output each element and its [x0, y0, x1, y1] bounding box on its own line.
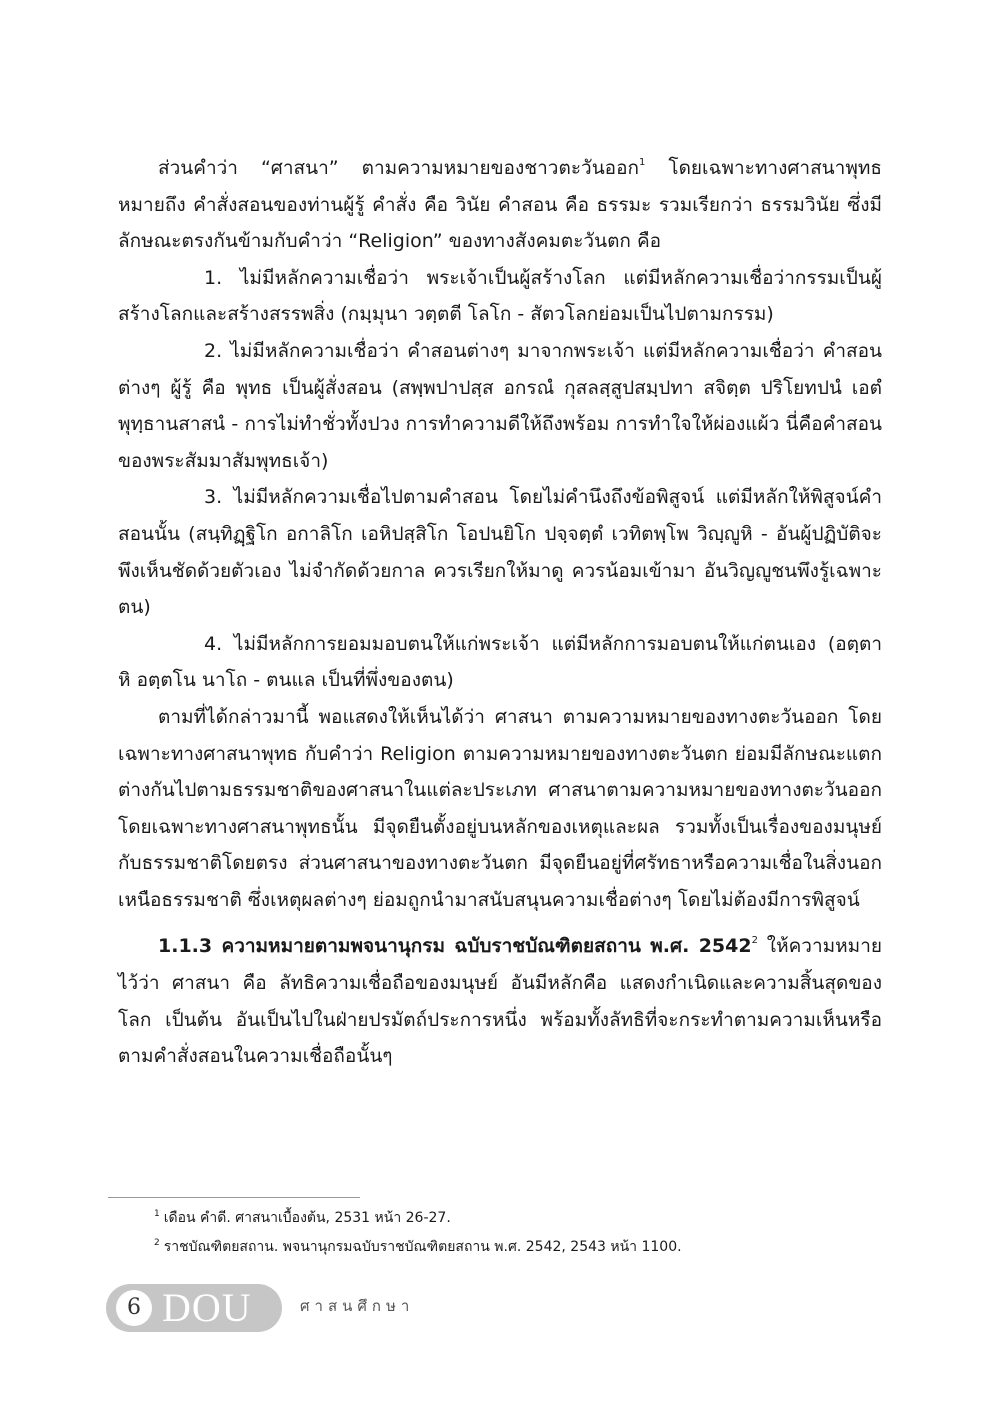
running-title: ศาสนศึกษา	[300, 1297, 415, 1315]
footnote-text: ราชบัณฑิตยสถาน. พจนานุกรมฉบับราชบัณฑิตยสถาน พ.ศ. 2542, 2543 หน้า 1100.	[163, 1239, 682, 1255]
page-badge	[106, 1284, 282, 1332]
section-heading: 1.1.3 ความหมายตามพจนานุกรม ฉบับราชบัณฑิตยสถาน พ.ศ. 2542	[158, 935, 752, 958]
paragraph-text: ให้ความหมาย ไว้ว่า ศาสนา คือ ลัทธิความเชื่อถือของมนุษย์ อันมีหลักคือ แสดงกำเนิดและความสิ้นสุดของโลก เป็นต้น อันเป็นไปในฝ่ายปรมัตถ์ประการหนึ่ง พร้อมทั้งลัทธิที่จะกระทำตามความเห็นหรือตามคำสั่งสอนในความเชื่อถือนั้นๆ	[118, 935, 883, 1068]
footnote-text: เดือน คำดี. ศาสนาเบื้องต้น, 2531 หน้า 26-27.	[163, 1210, 451, 1226]
footnote-divider	[108, 1197, 360, 1198]
footnote-1	[154, 1204, 854, 1233]
list-item-2: 2. ไม่มีหลักความเชื่อว่า คำสอนต่างๆ มาจากพระเจ้า แต่มีหลักความเชื่อว่า คำสอนต่างๆ ผู้รู้ คือ พุทธ เป็นผู้สั่งสอน (สพฺพปาปสฺส อกรณํ กุสลสฺสูปสมฺปทา สจิตฺต ปริโยทปนํ เอตํ พุทฺธานสาสนํ - การไม่ทำชั่วทั้งปวง การทำความดีให้ถึงพร้อม การทำใจให้ผ่องแผ้ว นี่คือคำสอนของพระสัมมาสัมพุทธเจ้า)	[118, 339, 882, 472]
footnote-number: 2	[154, 1238, 160, 1248]
page-number: 6	[116, 1290, 152, 1326]
list-item-3: 3. ไม่มีหลักความเชื่อไปตามคำสอน โดยไม่คำนึงถึงข้อพิสูจน์ แต่มีหลักให้พิสูจน์คำสอนนั้น (สนฺทิฏฺฐิโก อกาลิโก เอหิปสฺสิโก โอปนยิโก ปจฺจตฺตํ เวทิตพฺโพ วิญฺญูหิ - อันผู้ปฏิบัติจะพึงเห็นชัดด้วยตัวเอง ไม่จำกัดด้วยกาล ควรเรียกให้มาดู ควรน้อมเข้ามา อันวิญญูชนพึงรู้เฉพาะตน)	[118, 486, 882, 619]
paragraph-text: ส่วนคำว่า “ศาสนา” ตามความหมายของชาวตะวันออก	[158, 157, 640, 179]
list-item-1: 1. ไม่มีหลักความเชื่อว่า พระเจ้าเป็นผู้สร้างโลก แต่มีหลักความเชื่อว่ากรรมเป็นผู้สร้างโลกและสร้างสรรพสิ่ง (กมฺมุนา วตฺตตี โลโก - สัตวโลกย่อมเป็นไปตามกรรม)	[118, 266, 882, 326]
footnote-2	[154, 1233, 854, 1262]
footnote-number: 1	[154, 1209, 160, 1219]
paragraph-religion-east	[118, 150, 882, 260]
list-item-4: 4. ไม่มีหลักการยอมมอบตนให้แก่พระเจ้า แต่มีหลักการมอบตนให้แก่ตนเอง (อตฺตา หิ อตฺตโน นาโถ - ตนแล เป็นที่พึ่งของตน)	[118, 632, 882, 692]
paragraph-comparison: ตามที่ได้กล่าวมานี้ พอแสดงให้เห็นได้ว่า ศาสนา ตามความหมายของทางตะวันออก โดยเฉพาะทางศาสนาพุทธ กับคำว่า Religion ตามความหมายของทางตะวันตก ย่อมมีลักษณะแตกต่างกันไปตามธรรมชาติของศาสนาในแต่ละประเภท ศาสนาตามความหมายของทางตะวันออก โดยเฉพาะทางศาสนาพุทธนั้น มีจุดยืนตั้งอยู่บนหลักของเหตุและผล รวมทั้งเป็นเรื่องของมนุษย์กับธรรมชาติโดยตรง ส่วนศาสนาของทางตะวันตก มีจุดยืนอยู่ที่ศรัทธาหรือความเชื่อในสิ่งนอกเหนือธรรมชาติ ซึ่งเหตุผลต่างๆ ย่อมถูกนำมาสนับสนุนความเชื่อต่างๆ โดยไม่ต้องมีการพิสูจน์	[118, 705, 882, 911]
footnote-ref-2[interactable]: 2	[751, 935, 758, 947]
dou-logo: DOU	[162, 1285, 252, 1330]
footnote-ref-1[interactable]: 1	[639, 157, 646, 168]
paragraph-text: โดยเฉพาะทางศาสนาพุทธ หมายถึง คำสั่งสอนของท่านผู้รู้ คำสั่ง คือ วินัย คำสอน คือ ธรรมะ รวมเรียกว่า ธรรมวินัย ซึ่งมีลักษณะตรงกันข้ามกับคำว่า “Religion” ของทางสังคมตะวันตก คือ	[118, 157, 882, 253]
footnotes	[154, 1204, 854, 1262]
paragraph-dictionary-definition	[118, 928, 882, 1074]
body-text	[118, 150, 882, 1075]
